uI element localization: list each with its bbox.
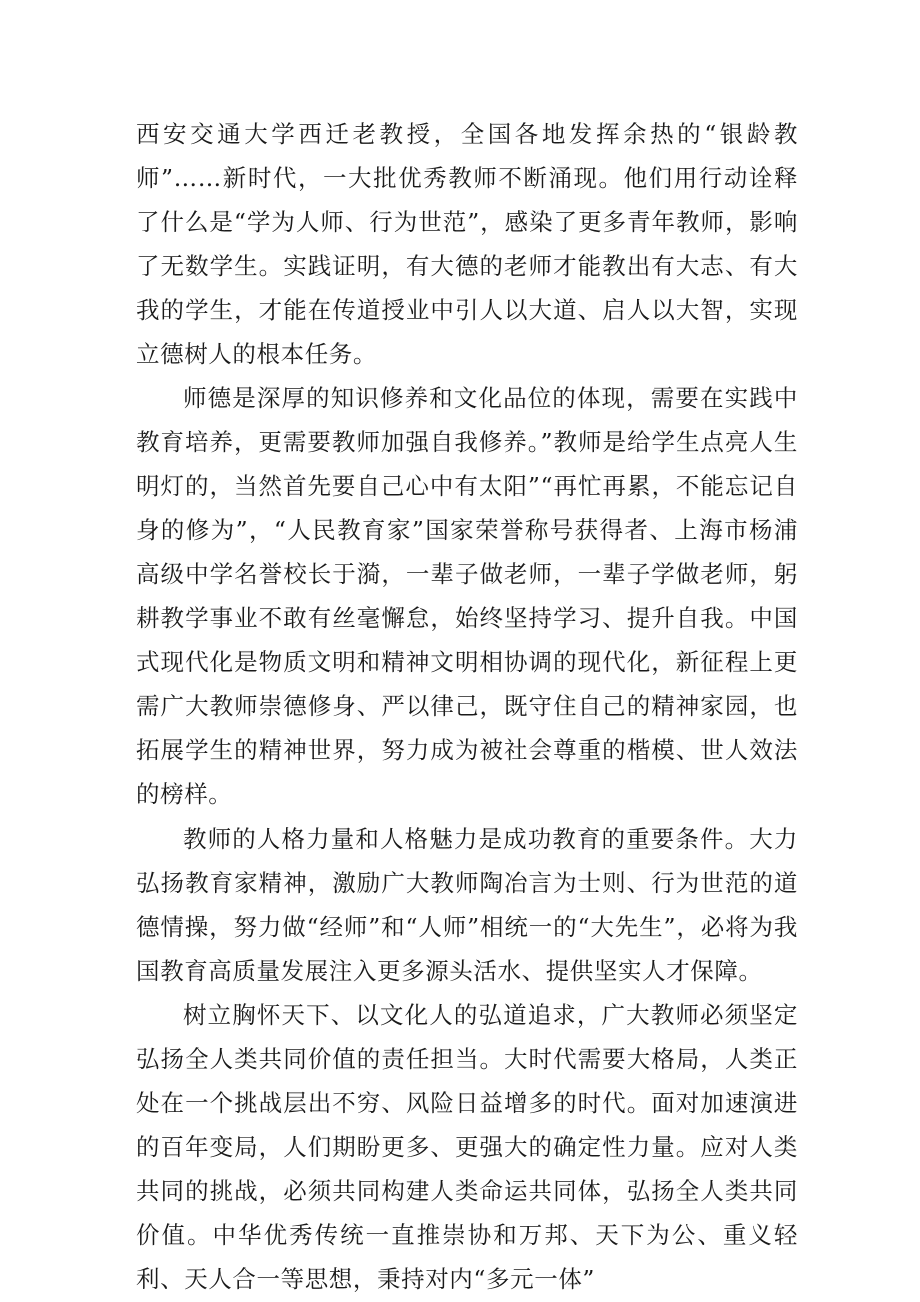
paragraph-3: 教师的人格力量和人格魅力是成功教育的重要条件。大力弘扬教育家精神，激励广大教师陶冶言为士则、行为世范的道德情操，努力做“经师”和“人师”相统一的“大先生”，必将为我国教育高质量发展注入更多源头活水、提供坚实人才保障。 [136, 824, 798, 985]
paragraph-4: 树立胸怀天下、以文化人的弘道追求，广大教师必须坚定弘扬全人类共同价值的责任担当。大时代需要大格局，人类正处在一个挑战层出不穷、风险日益增多的时代。面对加速演进的百年变局，人们期盼更多、更强大的确定性力量。应对人类共同的挑战，必须共同构建人类命运共同体，弘扬全人类共同价值。中华优秀传统一直推崇协和万邦、天下为公、重义轻利、天人合一等思想，秉持对内“多元一体” [136, 1001, 798, 1294]
paragraph-1: 西安交通大学西迁老教授，全国各地发挥余热的“银龄教师”……新时代，一大批优秀教师不断涌现。他们用行动诠释了什么是“学为人师、行为世范”，感染了更多青年教师，影响了无数学生。实践证明，有大德的老师才能教出有大志、有大我的学生，才能在传道授业中引人以大道、启人以大智，实现立德树人的根本任务。 [136, 120, 798, 368]
document-body [136, 112, 798, 1302]
paragraph-2: 师德是深厚的知识修养和文化品位的体现，需要在实践中教育培养，更需要教师加强自我修养。”教师是给学生点亮人生明灯的，当然首先要自己心中有太阳”“再忙再累，不能忘记自身的修为”，“人民教育家”国家荣誉称号获得者、上海市杨浦高级中学名誉校长于漪，一辈子做老师，一辈子学做老师，躬耕教学事业不敢有丝毫懈怠，始终坚持学习、提升自我。中国式现代化是物质文明和精神文明相协调的现代化，新征程上更需广大教师崇德修身、严以律己，既守住自己的精神家园，也拓展学生的精神世界，努力成为被社会尊重的楷模、世人效法的榜样。 [136, 384, 798, 809]
